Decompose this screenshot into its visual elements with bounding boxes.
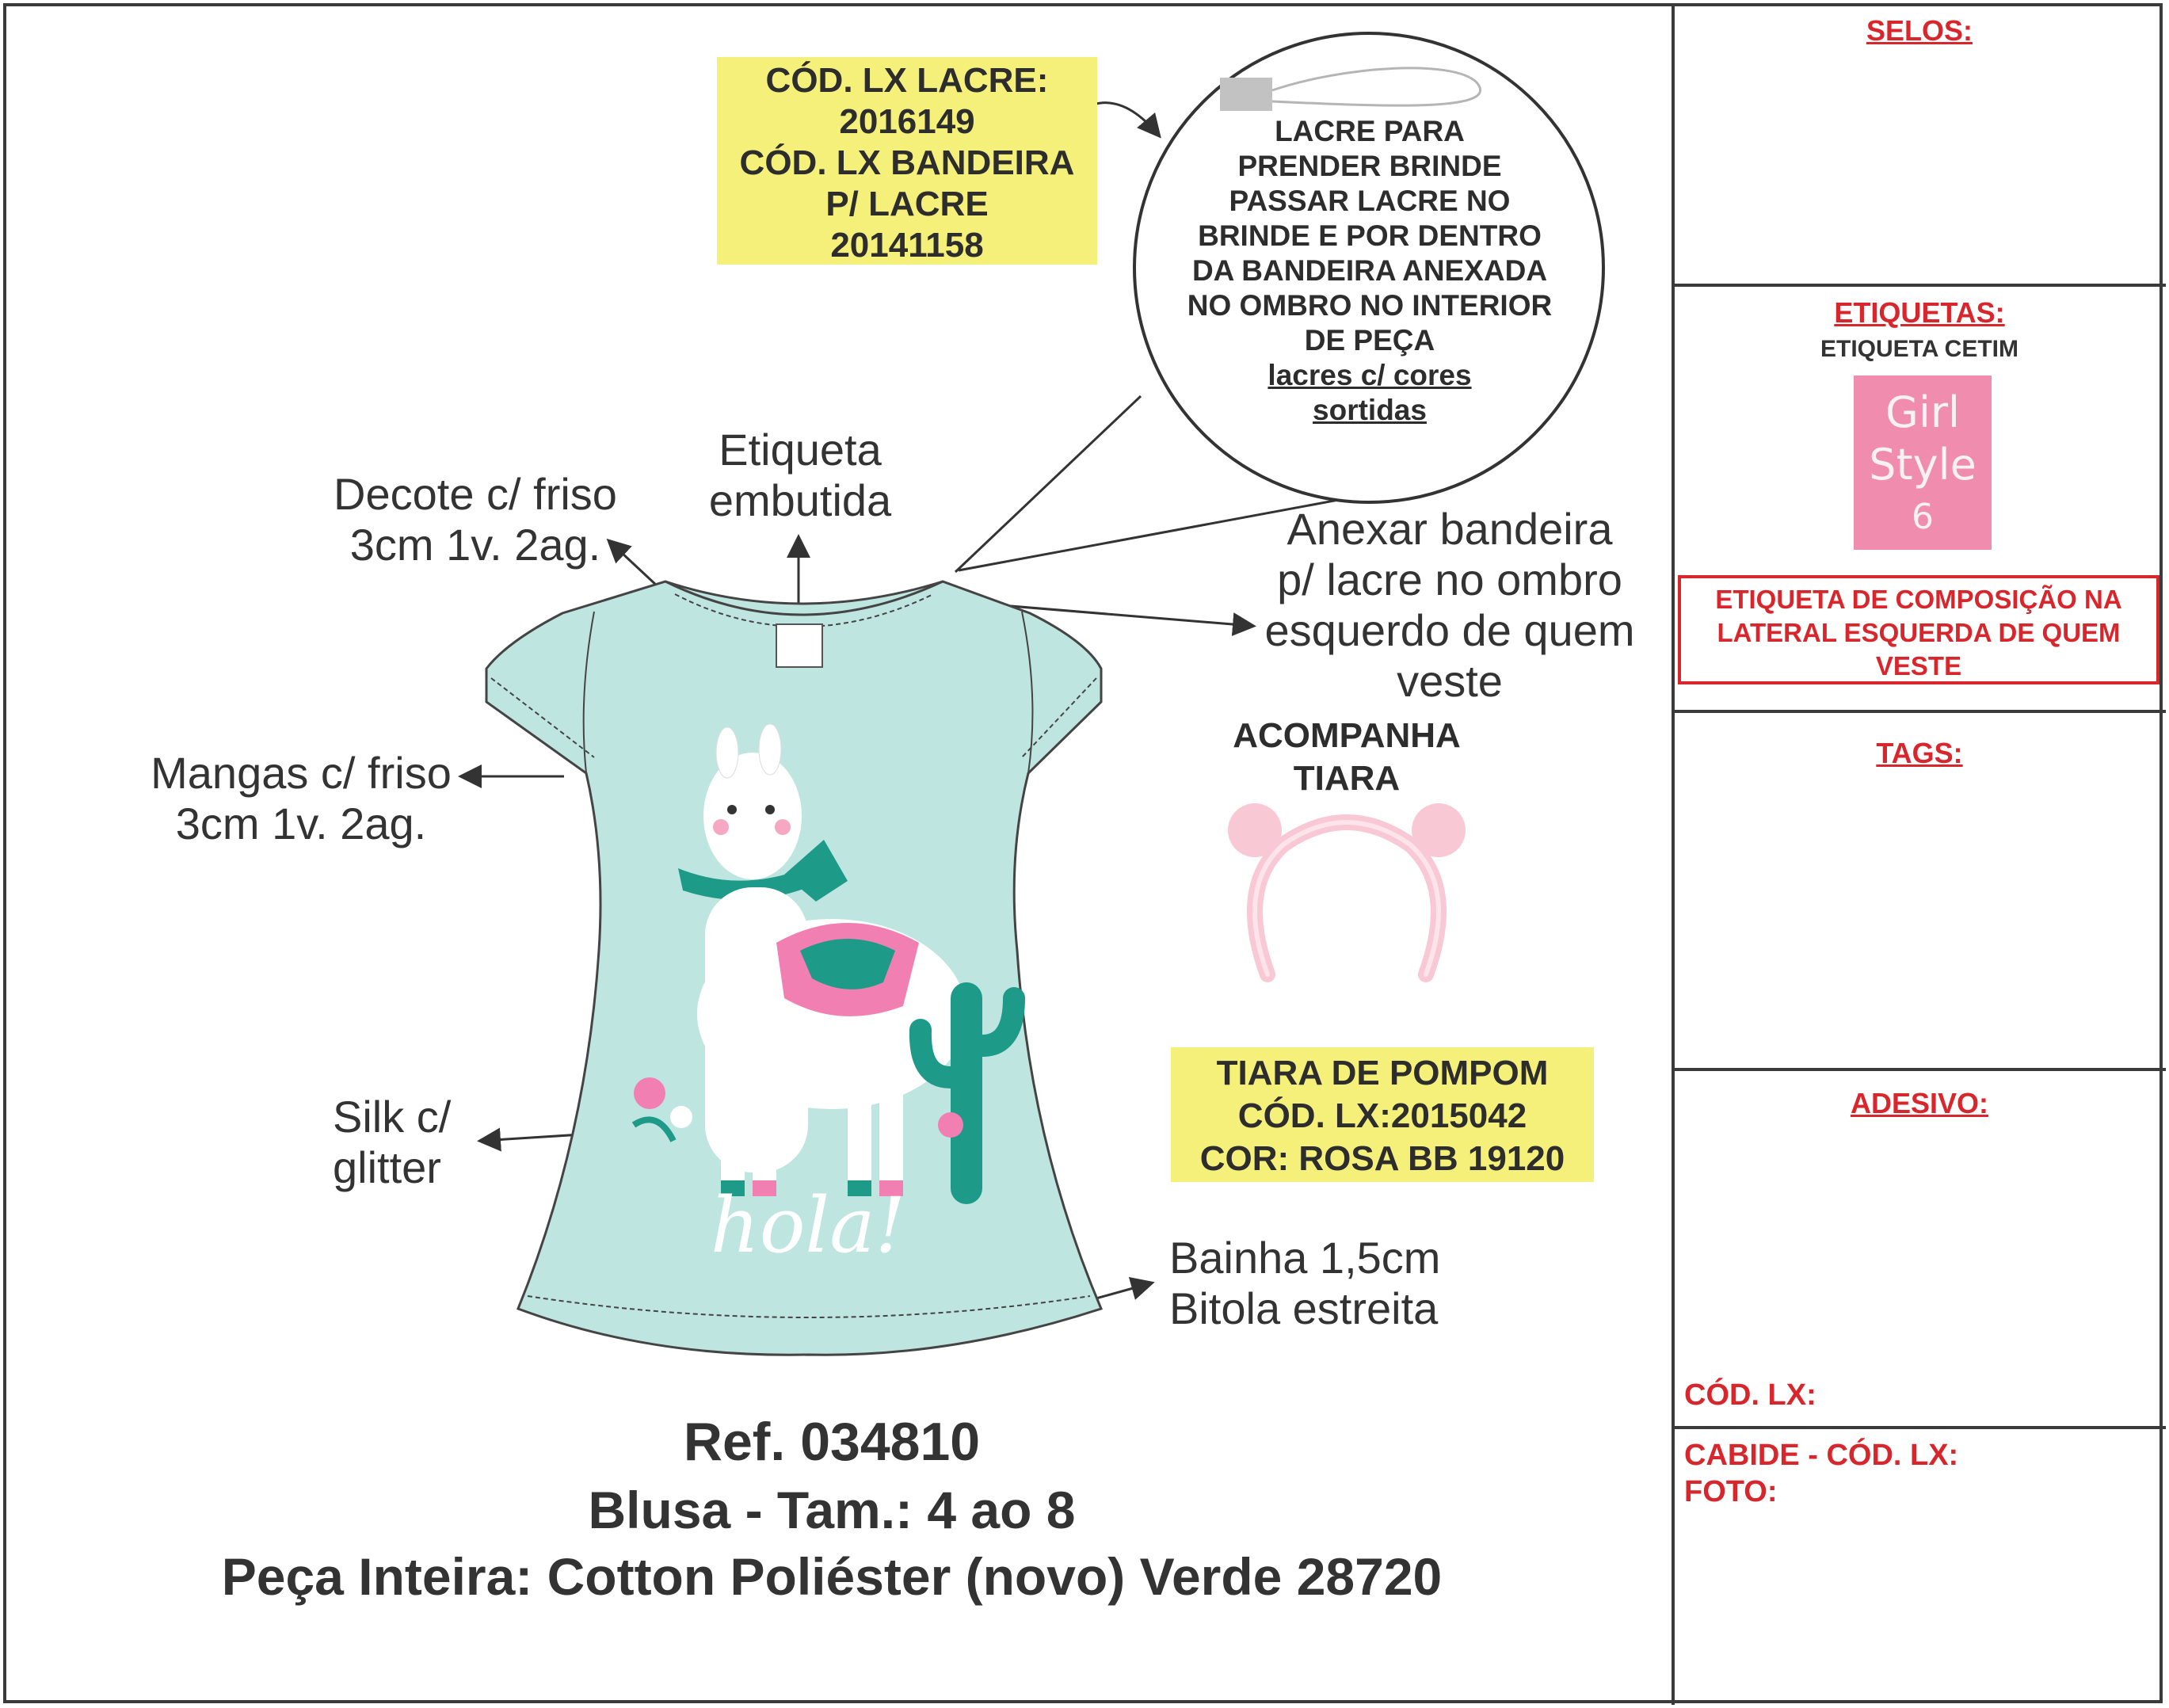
etiqueta-note [681,425,919,526]
anexar-line: Anexar bandeira [1287,504,1613,554]
tiara-title-line: ACOMPANHA [1233,716,1461,755]
etiqueta-line: Etiqueta [719,425,882,475]
lacre-code-label: CÓD. LX LACRE: [765,61,1049,100]
tshirt-illustration [475,570,1125,1378]
foto-label: FOTO: [1684,1475,1778,1508]
hola-print: hola! [710,1181,906,1270]
tiara-color: COR: ROSA BB 19120 [1199,1139,1565,1178]
composition-line: LATERAL ESQUERDA DE QUEM [1717,618,2121,647]
anexar-note [1252,504,1648,707]
anexar-line: p/ lacre no ombro [1277,555,1622,604]
mangas-note [135,748,467,849]
tiara-title [1204,715,1489,800]
etiqueta-line: embutida [708,475,892,525]
decote-note [309,469,642,570]
tiara-code: CÓD. LX:2015042 [1237,1096,1527,1135]
adesivo-heading: ADESIVO: [1850,1087,1989,1119]
tiara-name: TIARA DE POMPOM [1216,1054,1549,1092]
reference-number: Ref. 034810 [683,1412,981,1472]
product-description: Blusa - Tam.: 4 ao 8 [588,1481,1076,1539]
lacre-instructions [1168,114,1572,428]
silk-line: Silk c/ [333,1092,452,1142]
etiqueta-type: ETIQUETA CETIM [1820,336,2018,362]
lacre-line: PASSAR LACRE NO [1229,185,1511,217]
lacre-code-box [717,57,1097,265]
lacre-line: LACRE PARA [1275,115,1465,147]
tags-heading: TAGS: [1876,737,1963,769]
lacre-detail-circle [1133,32,1605,504]
composition-label-note [1678,575,2159,684]
tiara-info-box [1171,1047,1594,1182]
lacre-code-value: 2016149 [839,102,975,141]
label-size: 6 [1912,497,1934,537]
decote-line: 3cm 1v. 2ag. [349,520,601,570]
neck-label [776,624,822,667]
tiara-illustration [1220,792,1473,1030]
bandeira-code-label: CÓD. LX BANDEIRA [739,143,1075,182]
lacre-line: DE PEÇA [1304,324,1435,356]
lacre-colors-note-2: sortidas [1313,394,1427,426]
lacre-line: NO OMBRO NO INTERIOR [1187,289,1553,322]
bainha-line: Bitola estreita [1169,1283,1439,1333]
label-brand-line: Style [1869,440,1976,490]
label-brand-line: Girl [1885,387,1961,437]
anexar-line: esquerdo de quem [1264,605,1635,655]
circle-pointer-line [955,396,1141,572]
mangas-line: Mangas c/ friso [151,748,452,798]
bandeira-code-value: 20141158 [830,226,984,265]
cabide-code-label: CABIDE - CÓD. LX: [1684,1439,1959,1472]
lacre-line: DA BANDEIRA ANEXADA [1191,254,1548,287]
composition-line: ETIQUETA DE COMPOSIÇÃO NA [1715,585,2122,614]
etiquetas-heading: ETIQUETAS: [1834,296,2005,329]
bainha-line: Bainha 1,5cm [1169,1233,1441,1283]
composition-line: VESTE [1875,651,1962,681]
lacre-line: PRENDER BRINDE [1237,150,1502,182]
fabric-description: Peça Inteira: Cotton Poliéster (novo) Verde 28720 [221,1547,1443,1606]
lacre-colors-note: lacres c/ cores [1267,359,1472,391]
silk-line: glitter [333,1142,441,1192]
lacre-line: BRINDE E POR DENTRO [1198,219,1542,252]
bainha-note [1169,1233,1486,1334]
cod-lx-label: CÓD. LX: [1684,1378,1816,1412]
bandeira-code-label-2: P/ LACRE [825,185,989,223]
selos-heading: SELOS: [1866,14,1973,47]
girl-style-label [1854,376,1992,550]
decote-line: Decote c/ friso [334,469,617,519]
anexar-line: veste [1397,656,1503,706]
tiara-title-line: TIARA [1293,759,1401,798]
mangas-line: 3cm 1v. 2ag. [175,799,427,848]
